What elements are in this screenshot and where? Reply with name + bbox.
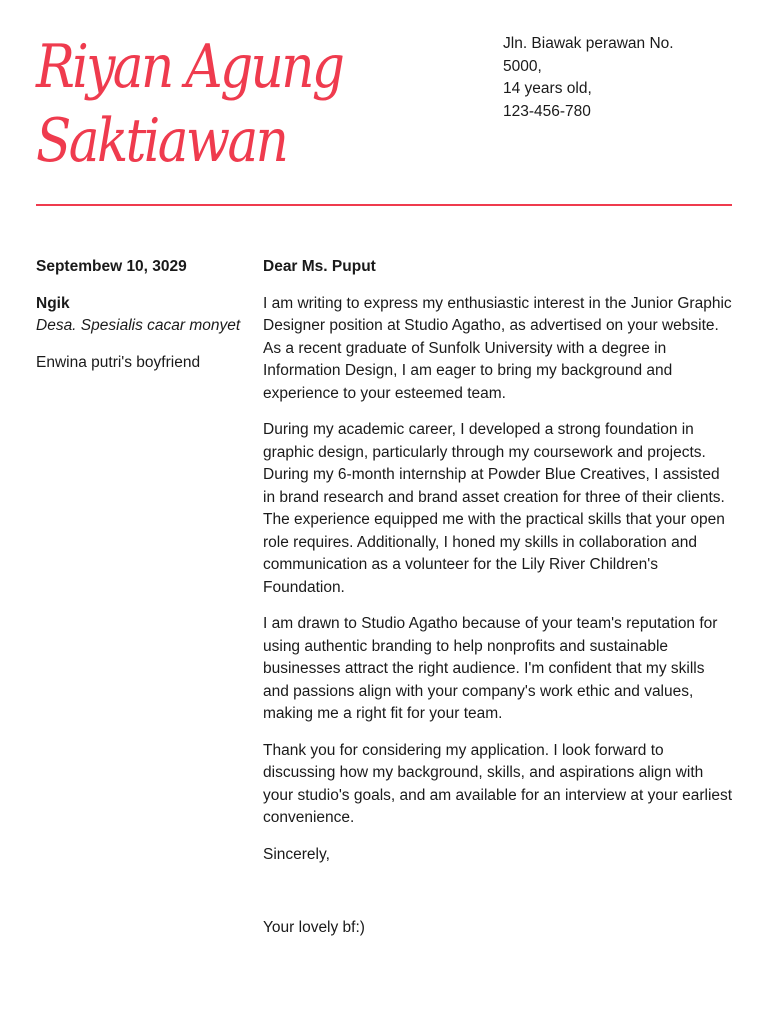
- signature: Your lovely bf:): [263, 919, 365, 936]
- header-divider: [36, 204, 732, 206]
- body-paragraph: During my academic career, I developed a strong foundation in graphic design, particularly through my coursework and projects. During my 6-month internship at Powder Blue Creatives, I assisted in brand research and brand asset creation for three of their clients. The experience equipped me with the practical skills that your open role requires. Additionally, I honed my skills in collaboration and communication as a volunteer for the Lily River Children's Foundation.: [263, 421, 725, 596]
- address-line: Jln. Biawak perawan No.: [503, 35, 674, 52]
- body-paragraph: I am drawn to Studio Agatho because of your team's reputation for using authentic branding to help nonprofits and sustainable businesses attract the right audience. I'm confident that my skills and passions align with your company's work ethic and values, making me a right fit for your team.: [263, 615, 718, 722]
- sender-name: [36, 30, 342, 178]
- recipient-company: Desa. Spesialis cacar monyet: [36, 317, 241, 334]
- recipient-role: Enwina putri's boyfriend: [36, 353, 201, 371]
- address-line: 14 years old,: [503, 80, 592, 97]
- closing: Sincerely,: [263, 845, 330, 863]
- letter-date: Septembew 10, 3029: [36, 258, 187, 275]
- body-paragraph: Thank you for considering my application. I look forward to discussing how my background, skills, and aspirations align with your studio's goals, and am available for an interview at your earliest convenience.: [263, 741, 733, 826]
- sender-name-line2: Saktiawan: [36, 106, 287, 176]
- address-line: 5000,: [503, 57, 542, 75]
- recipient-block: [36, 256, 246, 374]
- body-paragraph: I am writing to express my enthusiastic interest in the Junior Graphic Designer position at Studio Agatho, as advertised on your website. As a recent graduate of Sunfolk University with a degree in Information Design, I am eager to bring my background and experience to your esteemed team.: [263, 294, 732, 402]
- salutation: Dear Ms. Puput: [263, 258, 376, 275]
- letter-body: [263, 256, 733, 940]
- sender-name-line1: Riyan Agung: [36, 32, 343, 102]
- address-line: 123-456-780: [503, 102, 591, 120]
- recipient-name: Ngik: [36, 294, 70, 312]
- sender-address: [503, 33, 674, 123]
